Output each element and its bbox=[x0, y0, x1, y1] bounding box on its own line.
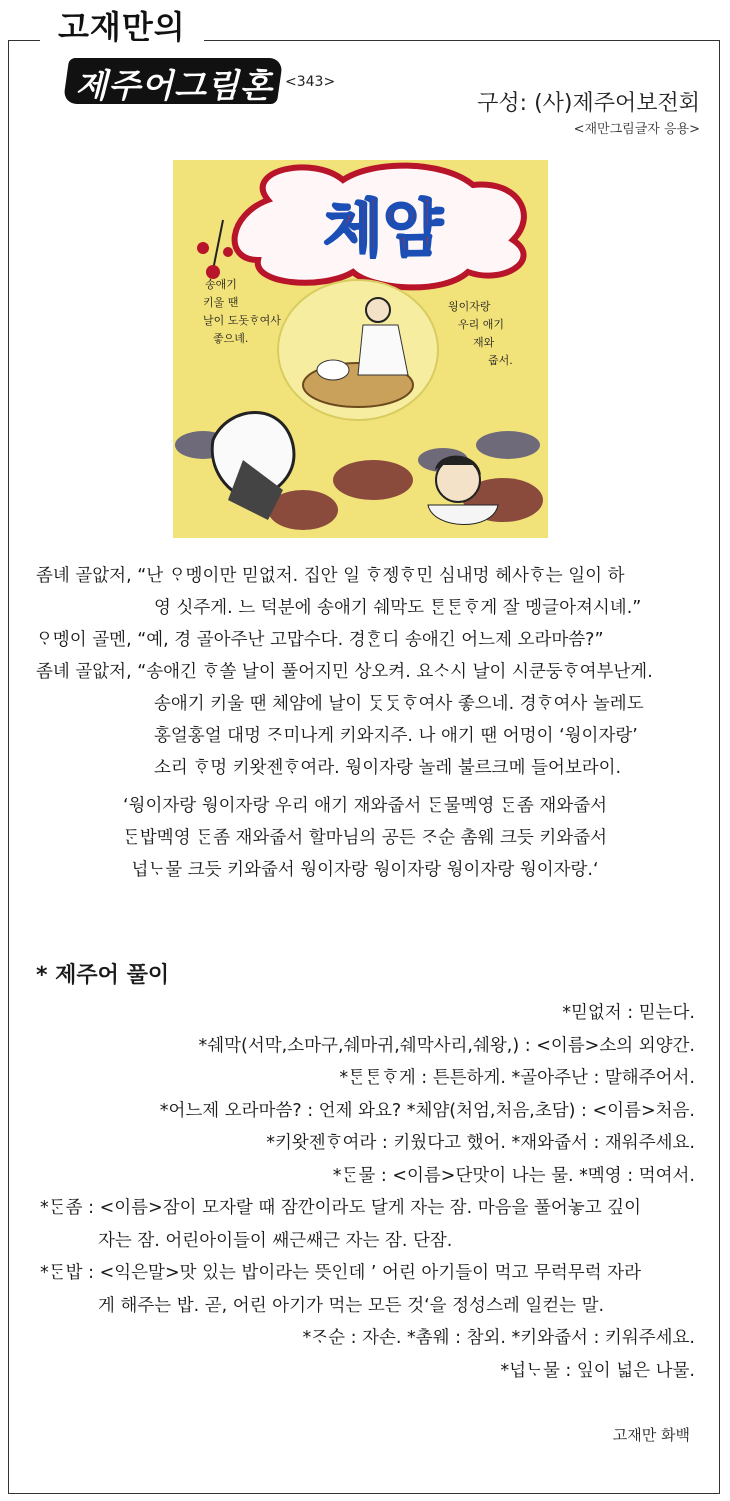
lullaby-line: ‘웡이자랑 웡이자랑 우리 애기 재와줍서 ᄃᆞᆫ물멕영 ᄃᆞᆫ좀 재와줍서 bbox=[122, 796, 608, 816]
dialogue-line: ᄋᆞ멩이 골멘, “예, 경 골아주난 고맙수다. 경ᄒᆞᆫ디 송애긴 어느제 오라마씀?” bbox=[36, 630, 604, 650]
lullaby-line: 넙ᄂᆞ물 크듯 키와줍서 웡이자랑 웡이자랑 웡이자랑 웡이자랑.‘ bbox=[131, 860, 599, 880]
glossary-entry: *ᄃᆞᆫ밥 : <익은말>맛 있는 밥이라는 뜻인데 ’ 어린 아기들이 먹고 무럭무럭 자라 bbox=[40, 1263, 641, 1283]
left-caption-line: 좋으녜. bbox=[213, 332, 249, 345]
glossary-entry: *ᄃᆞᆫ좀 : <이름>잠이 모자랄 때 잠깐이라도 달게 자는 잠. 마음을 풀어놓고 깊이 bbox=[40, 1198, 641, 1218]
right-caption-line: 재와 bbox=[473, 336, 495, 349]
right-caption-line: 줍서. bbox=[488, 354, 513, 367]
right-caption-line: 우리 애기 bbox=[458, 318, 505, 331]
credit-subtitle: <재만그림글자 응용> bbox=[573, 122, 700, 137]
glossary-entry: *믿없저 : 믿는다. bbox=[562, 1003, 695, 1023]
dialogue-line: 소리 ᄒᆞ멍 키왓젠ᄒᆞ여라. 웡이자랑 놀레 불르크메 들어보라이. bbox=[154, 758, 622, 778]
glossary-entry: *ᄌᆞ순 : 자손. *촘웨 : 참외. *키와줍서 : 키워주세요. bbox=[302, 1328, 695, 1348]
lullaby-line: ᄃᆞᆫ밥멕영 ᄃᆞᆫ좀 재와줍서 할마님의 공든 ᄌᆞ순 촘웨 크듯 키와줍서 bbox=[122, 828, 608, 848]
glossary-entry: *쉐막(서막,소마구,쉐마귀,쉐막사리,쉐왕,) : <이름>소의 외양간. bbox=[198, 1035, 695, 1056]
glossary-entry: *ᄃᆞᆫ물 : <이름>단맛이 나는 물. *멕영 : 먹여서. bbox=[332, 1165, 695, 1186]
glossary-title: * 제주어 풀이 bbox=[36, 963, 170, 988]
dialogue-line: 좀녜 골앖저, “송애긴 ᄒᆞ쏠 날이 풀어지민 상오켜. 요ᄉᆞ시 날이 시쿤둥ᄒᆞ여부난게. bbox=[36, 662, 653, 682]
baby bbox=[317, 360, 349, 380]
glossary-entry: *넙ᄂᆞ물 : 잎이 넓은 나물. bbox=[500, 1360, 695, 1381]
lullaby-verse bbox=[0, 790, 730, 886]
glossary-list bbox=[40, 997, 695, 1387]
glossary-entry: *ᄐᆞᆫᄐᆞᆫᄒᆞ게 : 튼튼하게. *골아주난 : 말해주어서. bbox=[339, 1068, 695, 1088]
glossary-entry: 게 해주는 밥. 곧, 어린 아기가 먹는 모든 것‘을 정성스레 일컫는 말. bbox=[98, 1295, 605, 1316]
left-caption-line: 송애기 bbox=[205, 278, 237, 291]
illustration bbox=[173, 160, 548, 538]
logo-text: 제주어그림혼판 bbox=[75, 66, 273, 152]
left-caption-line: 날이 도돗ᄒᆞ여사 bbox=[203, 314, 281, 327]
dialogue-line: 좀녜 골앖저, “난 ᄋᆞ멩이만 믿없저. 집안 일 ᄒᆞ젱ᄒᆞ민 심내멍 헤사ᄒᆞ는 일이 하 bbox=[36, 566, 625, 586]
series-title: 고재만의 bbox=[40, 2, 204, 48]
dialogue-block bbox=[36, 560, 706, 784]
illustration-title: 체얌 bbox=[323, 192, 443, 265]
credit: 구성: (사)제주어보전회 bbox=[477, 91, 700, 116]
dialogue-line: 영 싯주게. 느 덕분에 송애기 쉐막도 ᄐᆞᆫᄐᆞᆫᄒᆞ게 잘 멩글아져시녜.” bbox=[154, 598, 642, 618]
issue-number: <343> bbox=[285, 74, 336, 90]
dialogue-line: 홍얼홍얼 대멍 ᄌᆞ미나게 키와지주. 나 애기 땐 어멍이 ‘웡이자랑’ bbox=[154, 726, 638, 746]
dialogue-line: 송애기 키울 땐 체얌에 날이 ᄃᆞᆺᄃᆞᆺᄒᆞ여사 좋으네. 경ᄒᆞ여사 놀레도 bbox=[154, 694, 644, 714]
glossary-entry: 자는 잠. 어린아이들이 쌔근쌔근 자는 잠. 단잠. bbox=[98, 1230, 453, 1251]
glossary-entry: *어느제 오라마씀? : 언제 와요? *체얌(처엄,처음,초담) : <이름>처음. bbox=[159, 1100, 695, 1121]
glossary-entry: *키왓젠ᄒᆞ여라 : 키웠다고 했어. *재와줍서 : 재워주세요. bbox=[266, 1133, 695, 1153]
left-caption-line: 키울 땐 bbox=[203, 296, 239, 309]
mother-head bbox=[366, 298, 390, 322]
right-caption-line: 웡이자랑 bbox=[448, 300, 491, 313]
artist-credit: 고재만 화백 bbox=[612, 1426, 690, 1444]
